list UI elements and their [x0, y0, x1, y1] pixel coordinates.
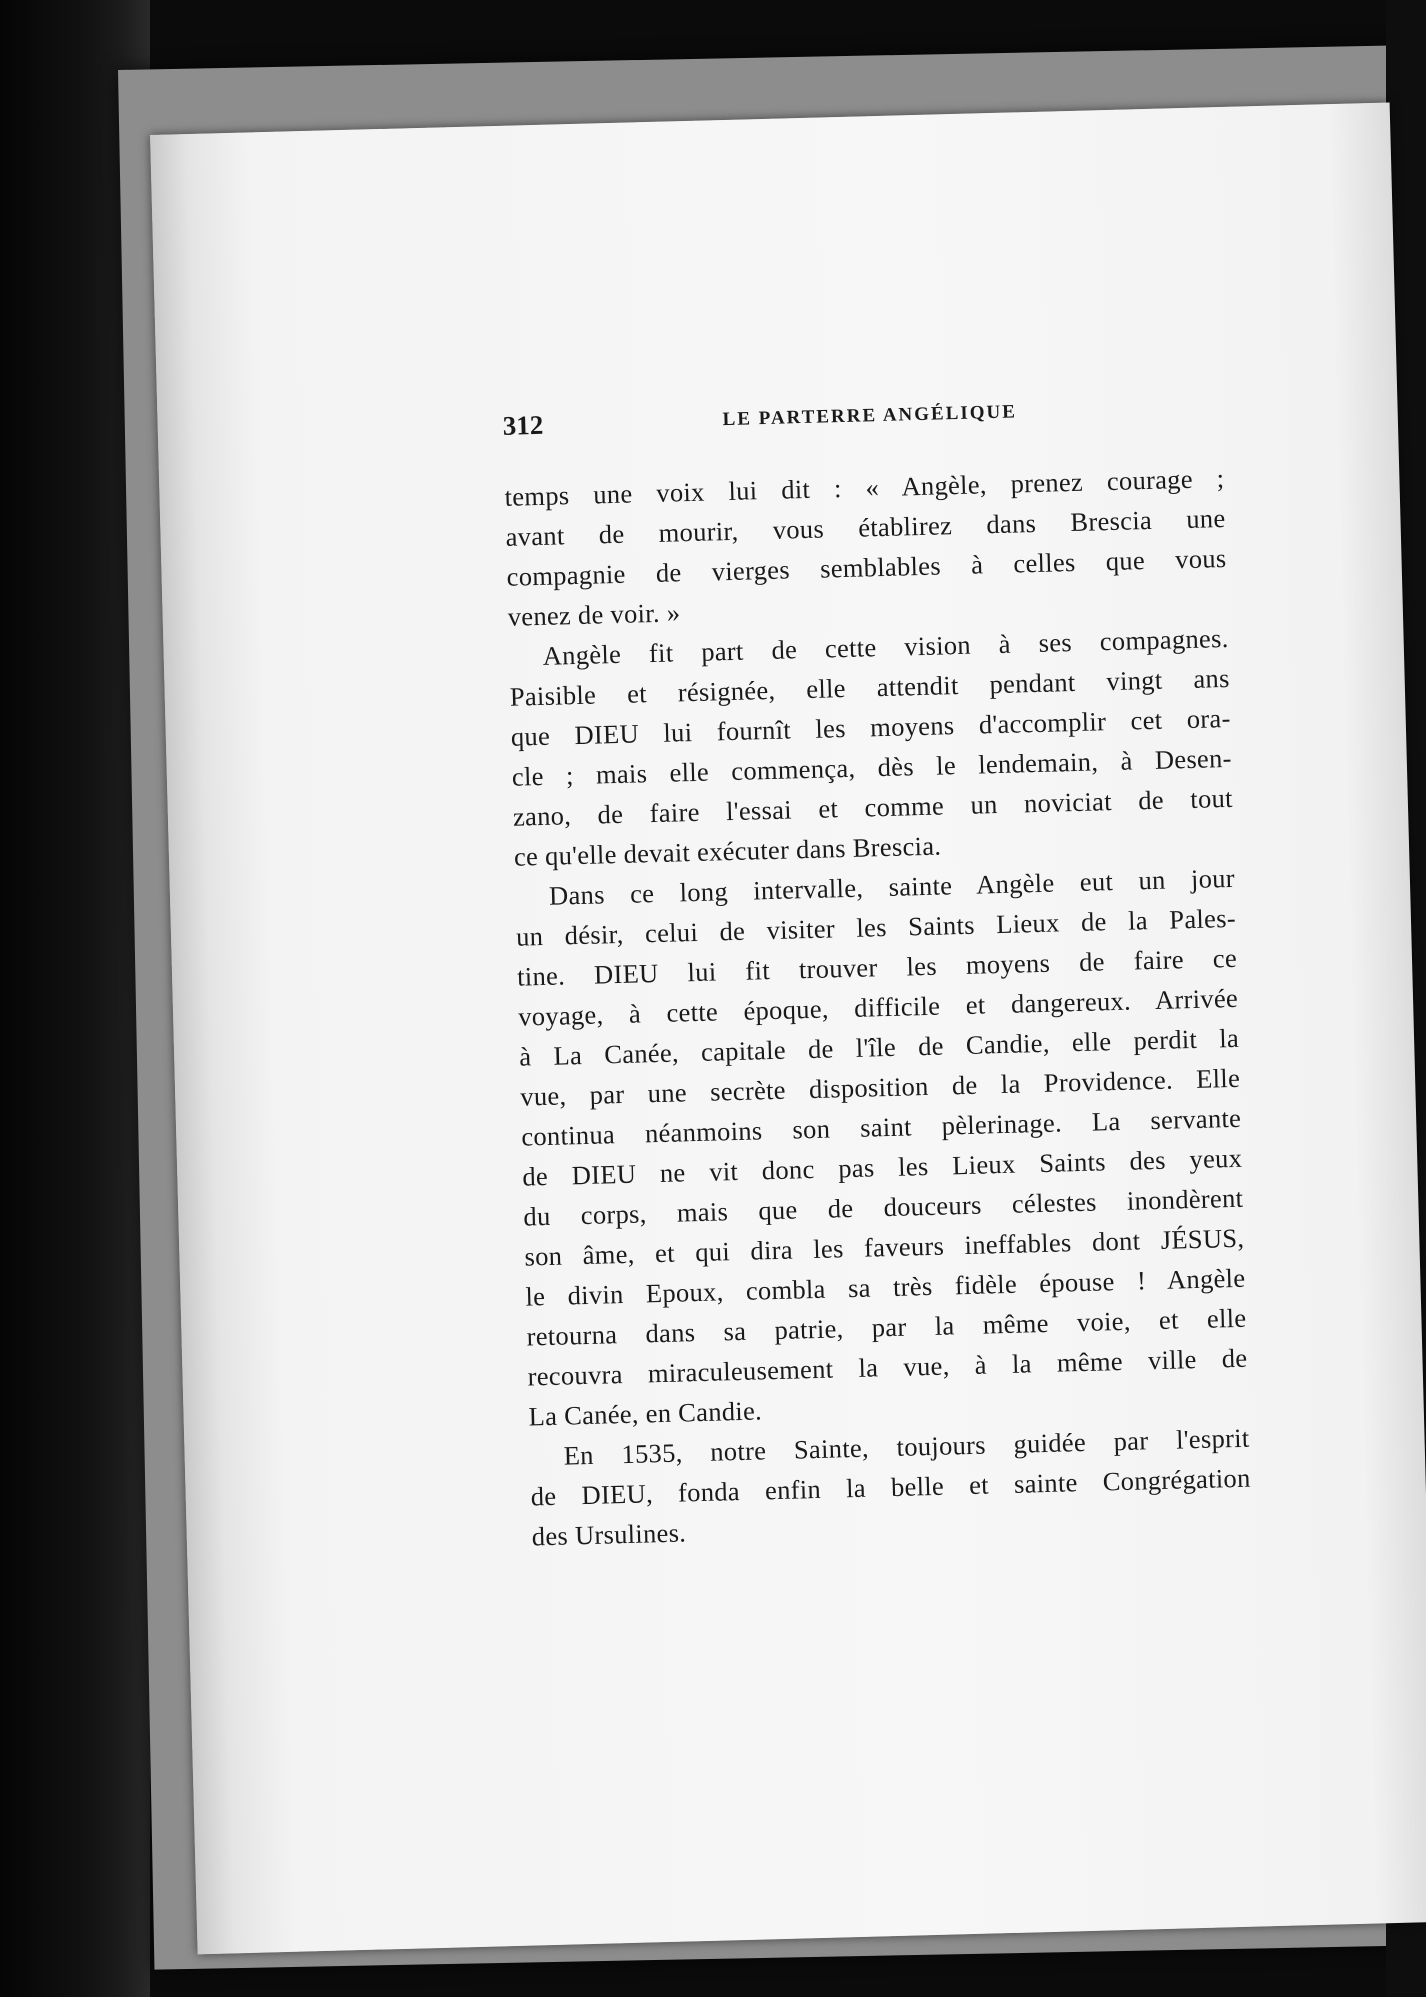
text-line: venez de voir. »	[507, 597, 681, 632]
text-line: cle ; mais elle commença, dès le lendemain, à Desen-	[511, 742, 1233, 792]
text-line: retourna dans sa patrie, par la même voie, et elle	[526, 1302, 1247, 1352]
page-content	[502, 392, 1252, 1556]
text-line: un désir, celui de visiter les Saints Lieux de la Pales-	[515, 902, 1237, 952]
text-line: En 1535, notre Sainte, toujours guidée par l'esprit	[563, 1422, 1250, 1471]
text-line: son âme, et qui dira les faveurs ineffables dont JÉSUS,	[524, 1222, 1245, 1272]
text-line: vue, par une secrète disposition de la Providence. Elle	[519, 1062, 1241, 1112]
text-line: Paisible et résignée, elle attendit pendant vingt ans	[509, 662, 1230, 712]
text-line: voyage, à cette époque, difficile et dangereux. Arrivée	[517, 982, 1239, 1032]
text-line: La Canée, en Candie.	[528, 1395, 763, 1432]
text-line: de DIEU ne vit donc pas les Lieux Saints des yeux	[522, 1142, 1243, 1192]
text-line: tine. DIEU lui fit trouver les moyens de faire ce	[516, 942, 1238, 992]
text-line: continua néanmoins son saint pèlerinage. La servante	[520, 1102, 1242, 1152]
text-line: temps une voix lui dit : « Angèle, prenez courage ;	[504, 462, 1225, 512]
text-line: compagnie de vierges semblables à celles que vous	[506, 542, 1227, 592]
paragraph-2	[508, 618, 1234, 877]
text-line: zano, de faire l'essai et comme un noviciat de tout	[512, 782, 1234, 832]
paragraph-4	[529, 1418, 1252, 1557]
book-page	[150, 103, 1426, 1955]
text-line: des Ursulines.	[531, 1517, 687, 1552]
paragraph-1	[504, 458, 1228, 637]
text-line: Dans ce long intervalle, sainte Angèle eut un jour	[548, 862, 1236, 911]
text-line: de DIEU, fonda enfin la belle et sainte Congrégation	[530, 1462, 1251, 1512]
text-line: Angèle fit part de cette vision à ses compagnes.	[542, 622, 1229, 671]
page-number: 312	[502, 409, 544, 441]
text-line: avant de mourir, vous établirez dans Brescia une	[505, 502, 1226, 552]
running-title: LE PARTERRE ANGÉLIQUE	[722, 401, 1018, 431]
text-line: recouvra miraculeusement la vue, à la même ville de	[527, 1342, 1248, 1392]
paragraph-3	[515, 858, 1249, 1437]
text-line: ce qu'elle devait exécuter dans Brescia.	[513, 830, 942, 872]
text-line: du corps, mais que de douceurs célestes inondèrent	[523, 1182, 1244, 1232]
text-line: le divin Epoux, combla sa très fidèle épouse ! Angèle	[525, 1262, 1246, 1312]
text-line: à La Canée, capitale de l'île de Candie, elle perdit la	[518, 1022, 1240, 1072]
body-text	[504, 458, 1252, 1556]
running-head	[502, 392, 1223, 455]
text-line: que DIEU lui fournît les moyens d'accomplir cet ora-	[510, 702, 1232, 752]
